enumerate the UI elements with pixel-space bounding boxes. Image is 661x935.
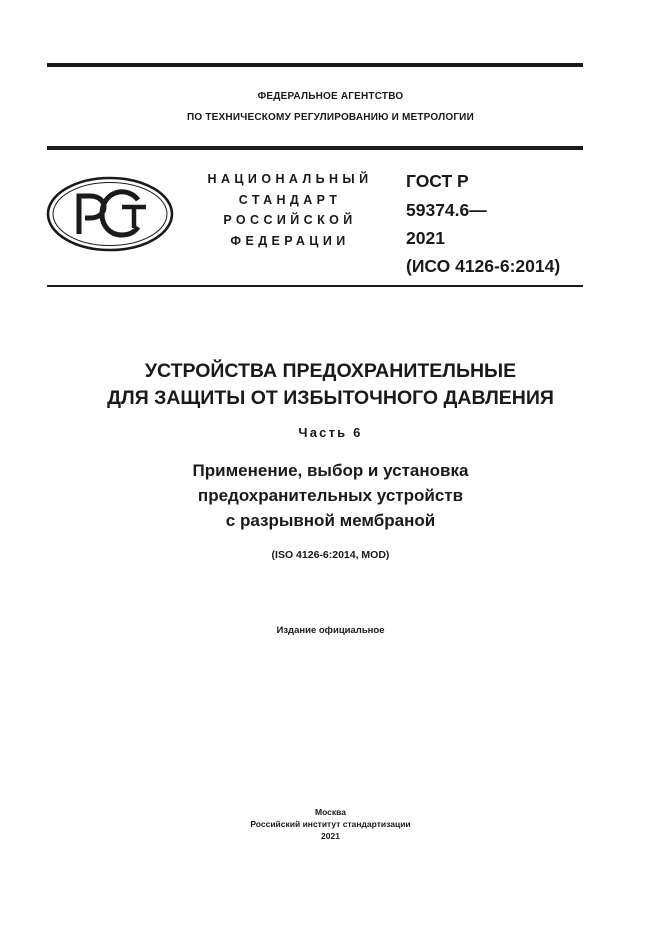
subtitle-line-3: с разрывной мембраной bbox=[225, 511, 436, 530]
top-rule bbox=[47, 63, 583, 67]
subtitle-line-1: Применение, выбор и установка bbox=[192, 461, 469, 480]
iso-reference: (ISO 4126-6:2014, MOD) bbox=[271, 549, 390, 561]
publisher-institute: Российский институт стандартизации bbox=[250, 819, 411, 829]
agency-line-2: ПО ТЕХНИЧЕСКОМУ РЕГУЛИРОВАНИЮ И МЕТРОЛОГИИ bbox=[187, 112, 474, 123]
subtitle-line-2: предохранительных устройств bbox=[197, 486, 464, 505]
designation-line-1: ГОСТ Р bbox=[406, 171, 469, 191]
designation-line-4: (ИСО 4126-6:2014) bbox=[406, 256, 561, 276]
agency-line-1: ФЕДЕРАЛЬНОЕ АГЕНТСТВО bbox=[257, 91, 404, 102]
national-standard-line-1: НАЦИОНАЛЬНЫЙ bbox=[207, 172, 373, 186]
header-top-rule bbox=[47, 146, 583, 150]
national-standard-line-2: СТАНДАРТ bbox=[238, 193, 342, 207]
publisher-city: Москва bbox=[315, 807, 346, 817]
publisher-year: 2021 bbox=[321, 831, 340, 841]
edition-label: Издание официальное bbox=[276, 625, 385, 636]
designation-line-3: 2021 bbox=[406, 228, 445, 248]
designation-line-2: 59374.6— bbox=[406, 200, 487, 220]
national-standard-line-3: РОССИЙСКОЙ bbox=[223, 213, 357, 227]
header-bottom-rule bbox=[47, 285, 583, 287]
title-line-1: УСТРОЙСТВА ПРЕДОХРАНИТЕЛЬНЫЕ bbox=[144, 360, 517, 382]
part-label: Часть 6 bbox=[298, 425, 363, 440]
title-line-2: ДЛЯ ЗАЩИТЫ ОТ ИЗБЫТОЧНОГО ДАВЛЕНИЯ bbox=[107, 387, 554, 409]
rst-gost-emblem-icon bbox=[46, 176, 174, 252]
national-standard-line-4: ФЕДЕРАЦИИ bbox=[230, 234, 350, 248]
